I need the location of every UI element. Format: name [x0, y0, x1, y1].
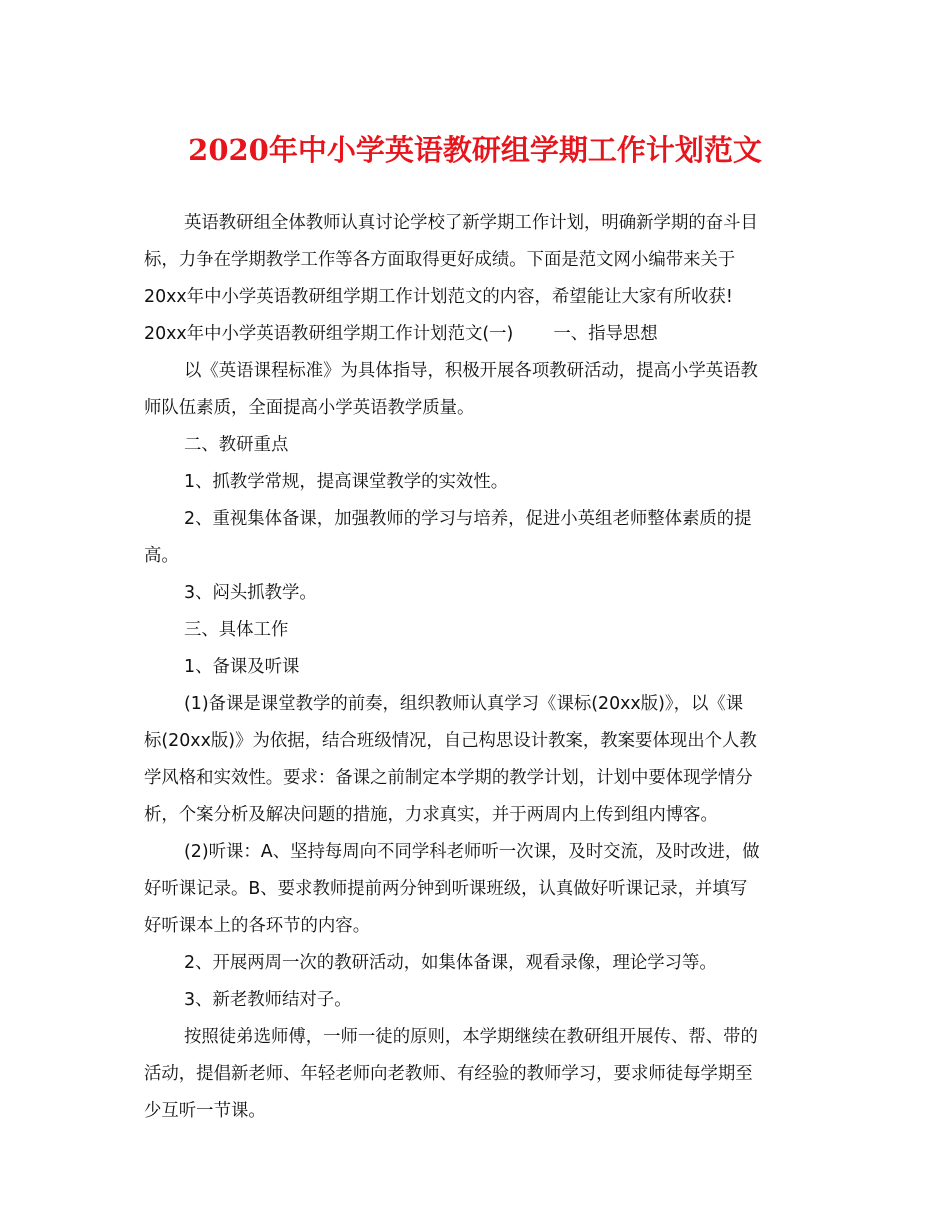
paragraph-line: 标，力争在学期教学工作等各方面取得更好成绩。下面是范文网小编带来关于	[144, 250, 736, 270]
paragraph-line: 英语教研组全体教师认真讨论学校了新学期工作计划，明确新学期的奋斗目	[184, 213, 758, 233]
subsection-heading: 1、备课及听课	[184, 657, 300, 677]
paragraph-line: (2)听课：A、坚持每周向不同学科老师听一次课，及时交流，及时改进，做	[184, 842, 760, 862]
paragraph-line: 高。	[144, 546, 179, 566]
paragraph-line: 好听课本上的各环节的内容。	[144, 916, 371, 936]
paragraph-line: 标(20xx版)》为依据，结合班级情况，自己构思设计教案，教案要体现出个人教	[144, 731, 757, 751]
paragraph-line: 学风格和实效性。要求：备课之前制定本学期的教学计划，计划中要体现学情分	[144, 768, 753, 788]
list-item: 2、开展两周一次的教研活动，如集体备课，观看录像，理论学习等。	[184, 953, 717, 973]
paragraph-line: 好听课记录。B、要求教师提前两分钟到听课班级，认真做好听课记录，并填写	[144, 879, 748, 899]
section-heading-2: 二、教研重点	[184, 435, 289, 455]
document-body	[144, 205, 804, 1130]
section-heading-3: 三、具体工作	[184, 620, 289, 640]
paragraph-line: 20xx年中小学英语教研组学期工作计划范文的内容，希望能让大家有所收获!	[144, 287, 733, 307]
paragraph-line: 按照徒弟选师傅，一师一徒的原则，本学期继续在教研组开展传、帮、带的	[184, 1027, 758, 1047]
paragraph-line: 活动，提倡新老师、年轻老师向老教师、有经验的教师学习，要求师徒每学期至	[144, 1064, 753, 1084]
list-item: 3、新老教师结对子。	[184, 990, 352, 1010]
paragraph-line: 少互听一节课。	[144, 1101, 266, 1121]
sample-title-text: 20xx年中小学英语教研组学期工作计划范文(一)	[144, 324, 514, 344]
paragraph-line: 师队伍素质，全面提高小学英语教学质量。	[144, 398, 475, 418]
paragraph-line-with-heading	[144, 316, 804, 353]
document-title: 2020年中小学英语教研组学期工作计划范文	[188, 133, 762, 167]
paragraph-line: 以《英语课程标准》为具体指导，积极开展各项教研活动，提高小学英语教	[184, 361, 758, 381]
section-heading-1: 一、指导思想	[553, 324, 658, 344]
list-item: 3、闷头抓教学。	[184, 583, 317, 603]
paragraph-line: 析，个案分析及解决问题的措施，力求真实，并于两周内上传到组内博客。	[144, 805, 718, 825]
list-item: 1、抓教学常规，提高课堂教学的实效性。	[184, 472, 509, 492]
list-item: 2、重视集体备课，加强教师的学习与培养，促进小英组老师整体素质的提	[184, 509, 752, 529]
paragraph-line: (1)备课是课堂教学的前奏，组织教师认真学习《课标(20xx版)》，以《课	[184, 694, 744, 714]
